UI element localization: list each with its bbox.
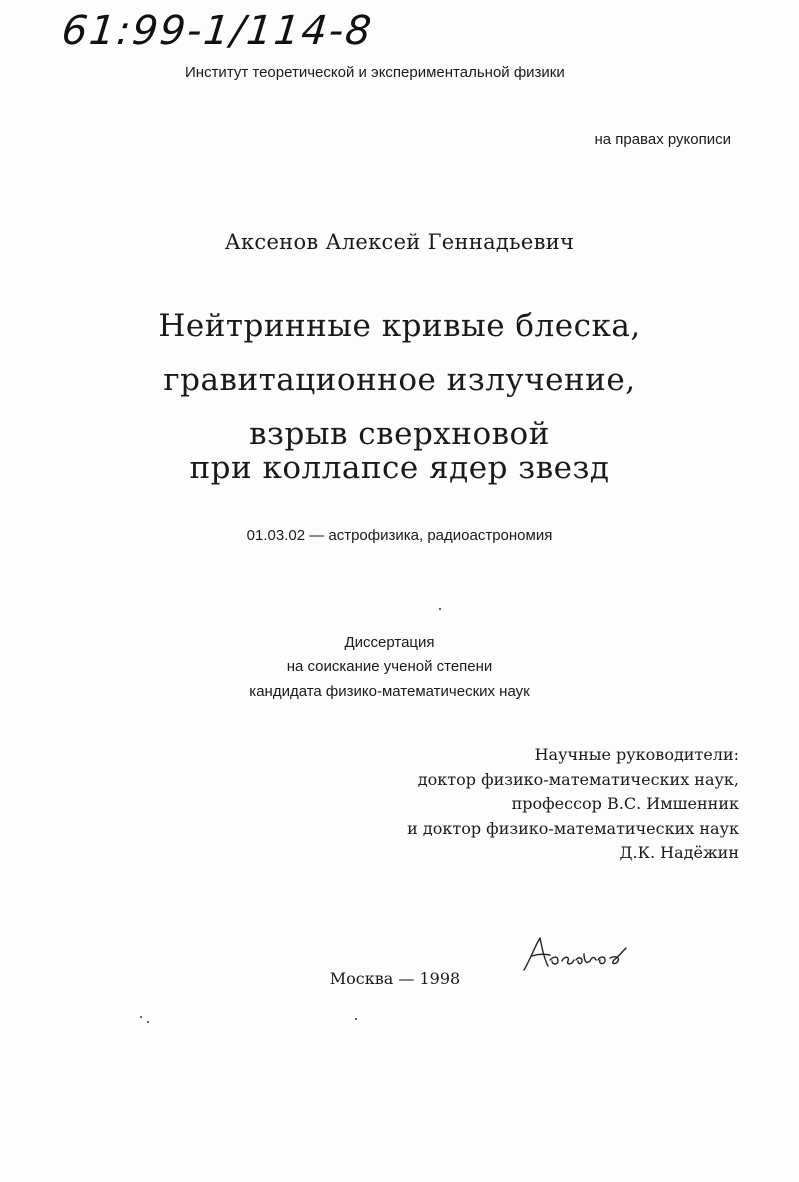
author-name: Аксенов Алексей Геннадьевич <box>224 230 575 254</box>
title-line-3: взрыв сверхновой <box>249 416 550 452</box>
paper-speck <box>147 1021 149 1023</box>
paper-speck <box>355 1018 357 1020</box>
supervisor-line-1: доктор физико-математических наук, <box>417 770 739 789</box>
supervisor-line-3: и доктор физико-математических наук <box>407 819 739 838</box>
dissertation-degree-line: на соискание ученой степени <box>286 658 493 675</box>
dissertation-label: Диссертация <box>344 634 435 651</box>
dissertation-field-line: кандидата физико-математических наук <box>249 683 530 700</box>
institute-name: Институт теоретической и экспериментальной физики <box>185 64 565 81</box>
specialty-code: 01.03.02 — астрофизика, радиоастрономия <box>246 527 553 544</box>
supervisor-line-4: Д.К. Надёжин <box>619 843 739 862</box>
title-line-2: гравитационное излучение, <box>163 362 636 398</box>
city-year: Москва — 1998 <box>329 969 461 988</box>
supervisors-heading: Научные руководители: <box>534 745 739 764</box>
rights-note: на правах рукописи <box>594 131 731 148</box>
title-line-4: при коллапсе ядер звезд <box>189 450 610 486</box>
paper-speck <box>439 608 441 610</box>
handwritten-archive-code: 61:99-1/114-8 <box>59 8 376 54</box>
paper-speck <box>140 1016 142 1018</box>
supervisor-line-2: профессор В.С. Имшенник <box>511 794 739 813</box>
title-line-1: Нейтринные кривые блеска, <box>158 308 641 344</box>
